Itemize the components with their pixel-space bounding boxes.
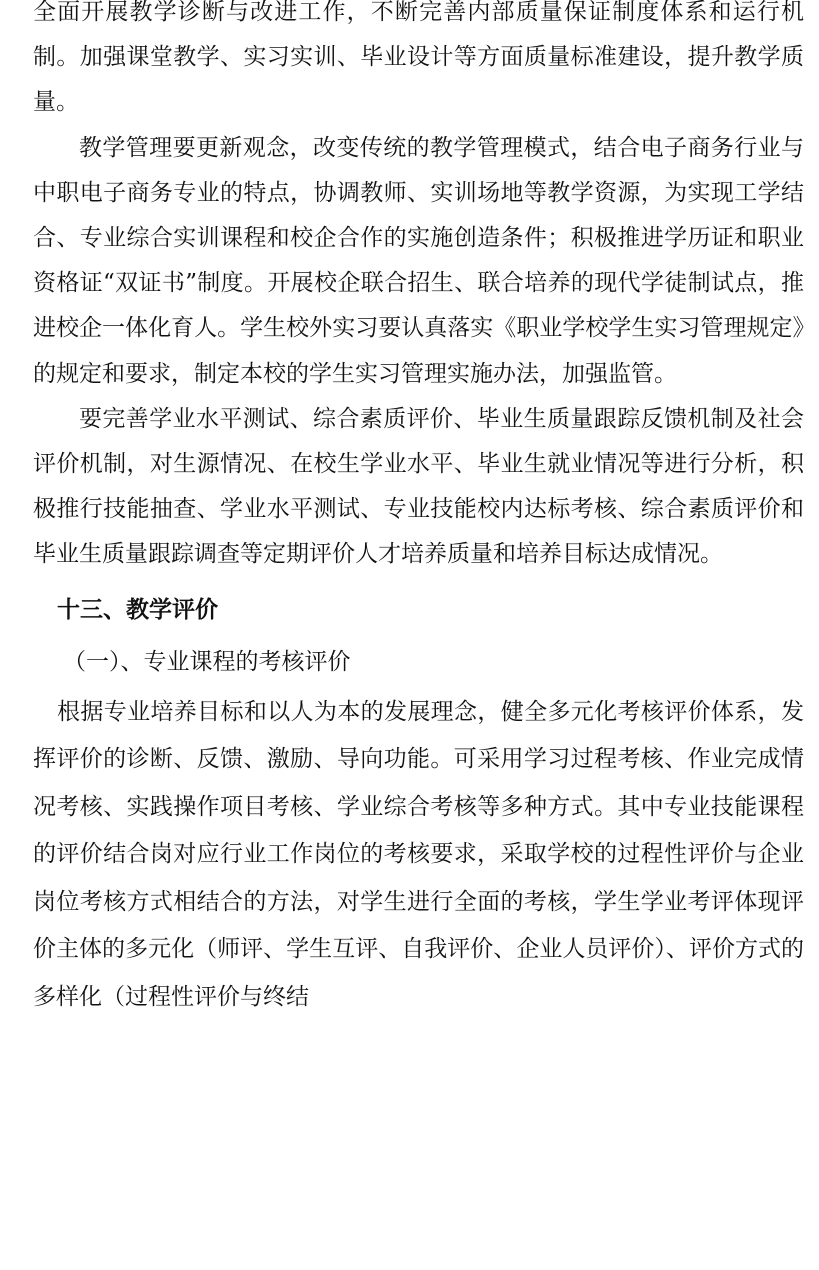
subsection-heading: （一）、专业课程的考核评价: [63, 648, 351, 675]
paragraph-evaluation-mechanism: 要完善学业水平测试、综合素质评价、毕业生质量跟踪反馈机制及社会评价机制，对生源情况、在校生学业水平、毕业生就业情况等进行分析，积极推行技能抽查、学业水平测试、专业技能校内达标考核、综合素质评价和毕业生质量跟踪调查等定期评价人才培养质量和培养目标达成情况。: [33, 405, 804, 568]
paragraph-quality-assurance: 全面开展教学诊断与改进工作，不断完善内部质量保证制度体系和运行机制。加强课堂教学、实习实训、毕业设计等方面质量标准建设，提升教学质量。: [33, 0, 804, 116]
paragraph-course-assessment: 根据专业培养目标和以人为本的发展理念，健全多元化考核评价体系，发挥评价的诊断、反馈、激励、导向功能。可采用学习过程考核、作业完成情况考核、实践操作项目考核、学业综合考核等多种方式。其中专业技能课程的评价结合岗对应行业工作岗位的考核要求，采取学校的过程性评价与企业岗位考核方式相结合的方法，对学生进行全面的考核，学生学业考评体现评价主体的多元化（师评、学生互评、自我评价、企业人员评价）、评价方式的多样化（过程性评价与终结: [33, 698, 804, 1010]
section-heading: 十三、教学评价: [57, 596, 218, 623]
paragraph-teaching-management: 教学管理要更新观念，改变传统的教学管理模式，结合电子商务行业与中职电子商务专业的特点，协调教师、实训场地等教学资源，为实现工学结合、专业综合实训课程和校企合作的实施创造条件；积极推进学历证和职业资格证“双证书”制度。开展校企联合招生、联合培养的现代学徒制试点，推进校企一体化育人。学生校外实习要认真落实《职业学校学生实习管理规定》的规定和要求，制定本校的学生实习管理实施办法，加强监管。: [33, 134, 804, 387]
